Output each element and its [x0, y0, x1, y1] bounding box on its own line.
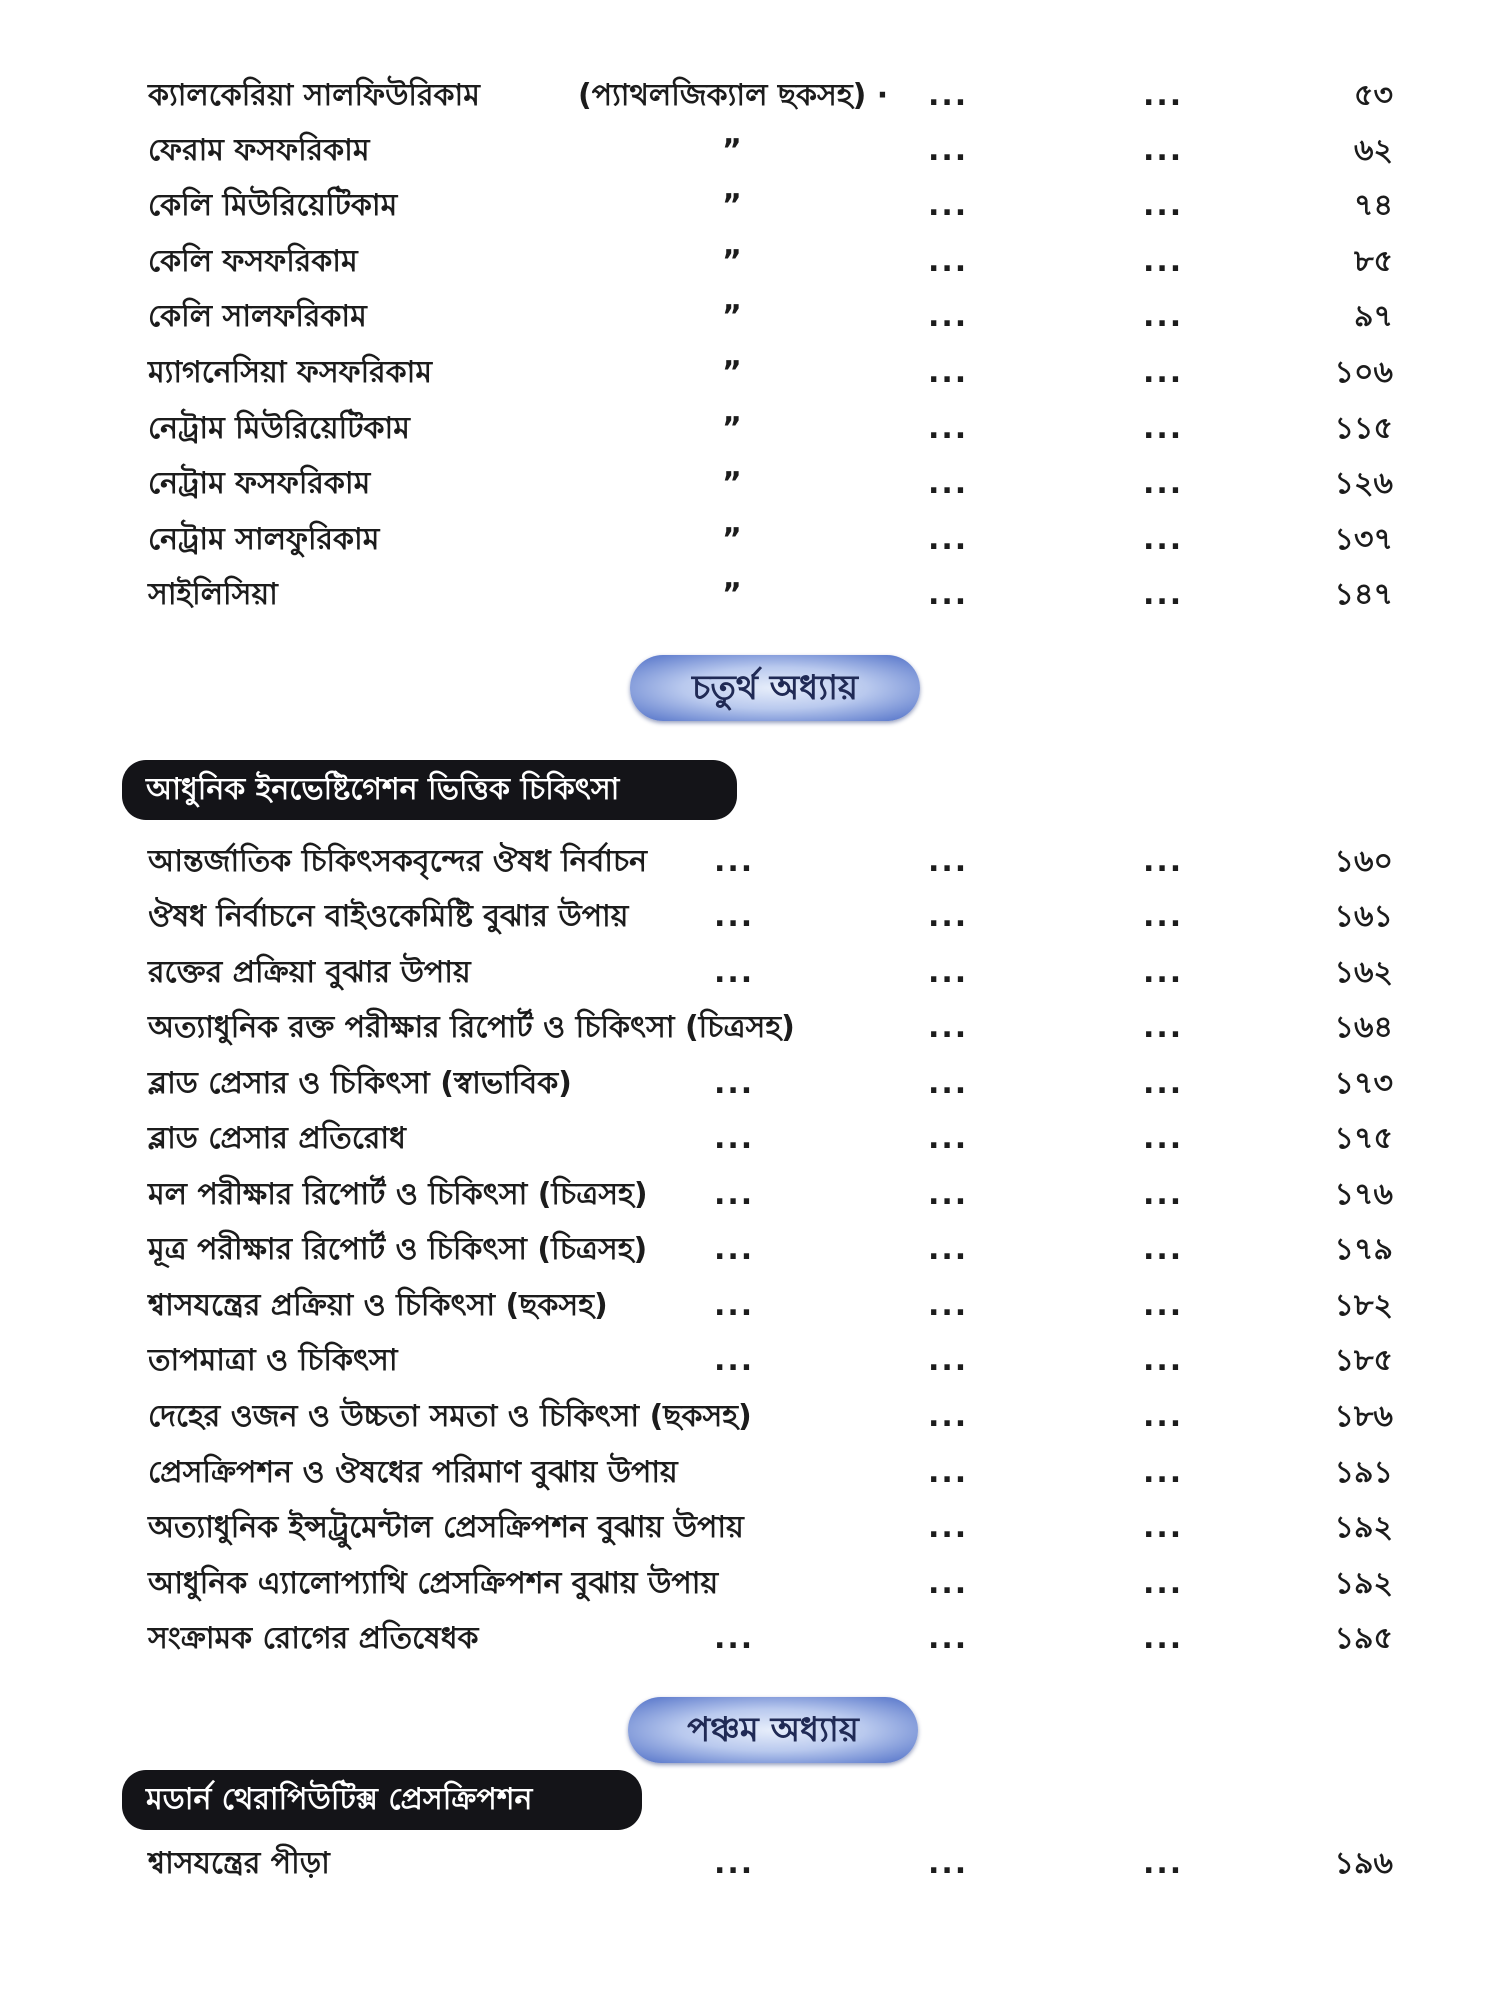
page-number: ১৭৫ — [1334, 1121, 1393, 1156]
page-number: ১৬৪ — [1334, 1010, 1393, 1045]
leader-dots: ... — [1143, 1066, 1184, 1101]
page-number: ১৭৬ — [1334, 1177, 1393, 1212]
leader-dots: ... — [928, 133, 969, 168]
leader-dots: ... — [1143, 188, 1184, 223]
entry-title: দেহের ওজন ও উচ্চতা সমতা ও চিকিৎসা (ছকসহ) — [148, 1399, 752, 1434]
leader-dots: ... — [1143, 955, 1184, 990]
leader-dots: ... — [714, 1343, 755, 1378]
section-banner: আধুনিক ইনভেষ্টিগেশন ভিত্তিক চিকিৎসা — [122, 760, 737, 820]
toc-entry — [148, 838, 1393, 886]
entry-title: অত্যাধুনিক রক্ত পরীক্ষার রিপোর্ট ও চিকিৎসা (চিত্রসহ) — [148, 1010, 795, 1045]
page-number: ১৯২ — [1334, 1566, 1393, 1601]
page-number: ১৮৫ — [1334, 1343, 1393, 1378]
leader-dots: ... — [928, 78, 969, 113]
toc-entry — [148, 72, 1393, 120]
ditto-mark: ” — [722, 355, 742, 390]
leader-dots: ... — [1143, 1566, 1184, 1601]
leader-dots: ... — [1143, 844, 1184, 879]
leader-dots: ... — [714, 899, 755, 934]
toc-entry — [148, 1226, 1393, 1274]
entry-title: ঔষধ নির্বাচনে বাইওকেমিষ্টি বুঝার উপায় — [148, 899, 629, 934]
leader-dots: ... — [928, 1566, 969, 1601]
page-number: ১৬২ — [1334, 955, 1393, 990]
page-number: ১৯৬ — [1334, 1846, 1393, 1881]
leader-dots: ... — [1143, 899, 1184, 934]
leader-dots: ... — [1143, 1510, 1184, 1545]
leader-dots: ... — [928, 1343, 969, 1378]
entry-title: কেলি মিউরিয়েটিকাম — [148, 188, 398, 223]
leader-dots: ... — [928, 1010, 969, 1045]
leader-dots: ... — [928, 411, 969, 446]
page-number: ১৬০ — [1334, 844, 1393, 879]
leader-dots: ... — [1143, 522, 1184, 557]
leader-dots: ... — [928, 1455, 969, 1490]
entry-title: নেট্রাম ফসফরিকাম — [148, 466, 371, 501]
toc-entry — [148, 1171, 1393, 1219]
toc-entry — [148, 1840, 1393, 1888]
chapter-heading-pill: চতুর্থ অধ্যায় — [630, 655, 920, 721]
entry-title: নেট্রাম মিউরিয়েটিকাম — [148, 411, 410, 446]
leader-dots: ... — [928, 188, 969, 223]
leader-dots: ... — [928, 1232, 969, 1267]
page-number: ১৪৭ — [1334, 577, 1393, 612]
toc-entry — [148, 1560, 1393, 1608]
page-number: ১৮৬ — [1334, 1399, 1393, 1434]
entry-title: ম্যাগনেসিয়া ফসফরিকাম — [148, 355, 432, 390]
entry-title: ক্যালকেরিয়া সালফিউরিকাম — [148, 78, 480, 113]
page-number: ১৯১ — [1334, 1455, 1393, 1490]
leader-dots: ... — [928, 955, 969, 990]
leader-dots: ... — [714, 1288, 755, 1323]
page-number: ৬২ — [1353, 133, 1393, 168]
leader-dots: ... — [928, 899, 969, 934]
toc-entry — [148, 1393, 1393, 1441]
leader-dots: ... — [714, 1177, 755, 1212]
toc-entry — [148, 1060, 1393, 1108]
toc-entry — [148, 949, 1393, 997]
leader-dots: ... — [714, 844, 755, 879]
entry-title: সংক্রামক রোগের প্রতিষেধক — [148, 1621, 479, 1656]
leader-dots: ... — [1143, 1399, 1184, 1434]
entry-title: ফেরাম ফসফরিকাম — [148, 133, 370, 168]
leader-dots: ... — [714, 1066, 755, 1101]
toc-entry — [148, 1615, 1393, 1663]
page-number: ১৯৫ — [1334, 1621, 1393, 1656]
ditto-mark: ” — [722, 577, 742, 612]
ditto-mark: ” — [722, 466, 742, 501]
leader-dots: ... — [1143, 1621, 1184, 1656]
page-number: ৮৫ — [1354, 244, 1393, 279]
entry-title: মূত্র পরীক্ষার রিপোর্ট ও চিকিৎসা (চিত্রসহ) — [148, 1232, 648, 1267]
leader-dots: ... — [928, 466, 969, 501]
entry-title: ব্লাড প্রেসার ও চিকিৎসা (স্বাভাবিক) — [148, 1066, 572, 1101]
leader-dots: ... — [928, 844, 969, 879]
leader-dots: ... — [928, 522, 969, 557]
entry-title: আধুনিক এ্যালোপ্যাথি প্রেসক্রিপশন বুঝায় উপায় — [148, 1566, 719, 1601]
toc-entry — [148, 238, 1393, 286]
leader-dots: ... — [714, 1232, 755, 1267]
leader-dots: ... — [714, 1621, 755, 1656]
leader-dots: ... — [1143, 1288, 1184, 1323]
ditto-mark: ” — [722, 522, 742, 557]
entry-title: আন্তর্জাতিক চিকিৎসকবৃন্দের ঔষধ নির্বাচন — [148, 844, 648, 879]
page-number: ৯৭ — [1354, 299, 1393, 334]
leader-dots: ... — [928, 577, 969, 612]
leader-dots: ... — [928, 1177, 969, 1212]
entry-title: শ্বাসযন্ত্রের পীড়া — [148, 1846, 330, 1881]
ditto-mark: ” — [722, 299, 742, 334]
page-number: ১৭৩ — [1334, 1066, 1393, 1101]
leader-dots: ... — [1143, 411, 1184, 446]
entry-note: (প্যাথলজিক্যাল ছকসহ) · — [578, 78, 889, 113]
page-number: ১২৬ — [1334, 466, 1393, 501]
entry-title: শ্বাসযন্ত্রের প্রক্রিয়া ও চিকিৎসা (ছকসহ) — [148, 1288, 608, 1323]
toc-entry — [148, 182, 1393, 230]
entry-title: মল পরীক্ষার রিপোর্ট ও চিকিৎসা (চিত্রসহ) — [148, 1177, 648, 1212]
entry-title: কেলি সালফরিকাম — [148, 299, 367, 334]
leader-dots: ... — [928, 355, 969, 390]
entry-title: কেলি ফসফরিকাম — [148, 244, 358, 279]
leader-dots: ... — [1143, 78, 1184, 113]
leader-dots: ... — [928, 1621, 969, 1656]
toc-entry — [148, 349, 1393, 397]
page-number: ১৯২ — [1334, 1510, 1393, 1545]
toc-entry — [148, 1337, 1393, 1385]
page-number: ১৭৯ — [1334, 1232, 1393, 1267]
leader-dots: ... — [1143, 1343, 1184, 1378]
page-number: ১০৬ — [1334, 355, 1393, 390]
page-number: ১১৫ — [1334, 411, 1393, 446]
section-banner: মডার্ন থেরাপিউটিক্স প্রেসক্রিপশন — [122, 1770, 642, 1830]
entry-title: অত্যাধুনিক ইন্সট্রুমেন্টাল প্রেসক্রিপশন বুঝায় উপায় — [148, 1510, 744, 1545]
leader-dots: ... — [928, 1846, 969, 1881]
toc-entry — [148, 571, 1393, 619]
toc-entry — [148, 405, 1393, 453]
entry-title: সাইলিসিয়া — [148, 577, 278, 612]
leader-dots: ... — [928, 1510, 969, 1545]
leader-dots: ... — [1143, 1232, 1184, 1267]
leader-dots: ... — [714, 955, 755, 990]
leader-dots: ... — [928, 299, 969, 334]
entry-title: তাপমাত্রা ও চিকিৎসা — [148, 1343, 398, 1378]
leader-dots: ... — [1143, 1010, 1184, 1045]
ditto-mark: ” — [722, 133, 742, 168]
toc-entry — [148, 1282, 1393, 1330]
ditto-mark: ” — [722, 411, 742, 446]
ditto-mark: ” — [722, 244, 742, 279]
page-number: ১৮২ — [1334, 1288, 1393, 1323]
toc-entry — [148, 516, 1393, 564]
toc-entry — [148, 1504, 1393, 1552]
leader-dots: ... — [928, 1121, 969, 1156]
leader-dots: ... — [928, 1288, 969, 1323]
leader-dots: ... — [1143, 1177, 1184, 1212]
leader-dots: ... — [928, 244, 969, 279]
toc-entry — [148, 127, 1393, 175]
toc-entry — [148, 460, 1393, 508]
entry-title: প্রেসক্রিপশন ও ঔষধের পরিমাণ বুঝায় উপায় — [148, 1455, 678, 1490]
leader-dots: ... — [1143, 1455, 1184, 1490]
leader-dots: ... — [1143, 133, 1184, 168]
page-number: ৫৩ — [1354, 78, 1393, 113]
leader-dots: ... — [1143, 577, 1184, 612]
toc-entry — [148, 1115, 1393, 1163]
toc-entry — [148, 893, 1393, 941]
leader-dots: ... — [1143, 1121, 1184, 1156]
leader-dots: ... — [1143, 1846, 1184, 1881]
entry-title: রক্তের প্রক্রিয়া বুঝার উপায় — [148, 955, 471, 990]
entry-title: ব্লাড প্রেসার প্রতিরোধ — [148, 1121, 406, 1156]
toc-entry — [148, 293, 1393, 341]
toc-entry — [148, 1004, 1393, 1052]
leader-dots: ... — [1143, 355, 1184, 390]
entry-title: নেট্রাম সালফুরিকাম — [148, 522, 380, 557]
ditto-mark: ” — [722, 188, 742, 223]
chapter-heading-pill: পঞ্চম অধ্যায় — [628, 1697, 918, 1763]
page-number: ৭৪ — [1354, 188, 1393, 223]
toc-entry — [148, 1449, 1393, 1497]
leader-dots: ... — [928, 1066, 969, 1101]
leader-dots: ... — [714, 1121, 755, 1156]
leader-dots: ... — [1143, 244, 1184, 279]
leader-dots: ... — [714, 1846, 755, 1881]
page-number: ১৩৭ — [1334, 522, 1393, 557]
leader-dots: ... — [928, 1399, 969, 1434]
leader-dots: ... — [1143, 299, 1184, 334]
leader-dots: ... — [1143, 466, 1184, 501]
page-number: ১৬১ — [1334, 899, 1393, 934]
